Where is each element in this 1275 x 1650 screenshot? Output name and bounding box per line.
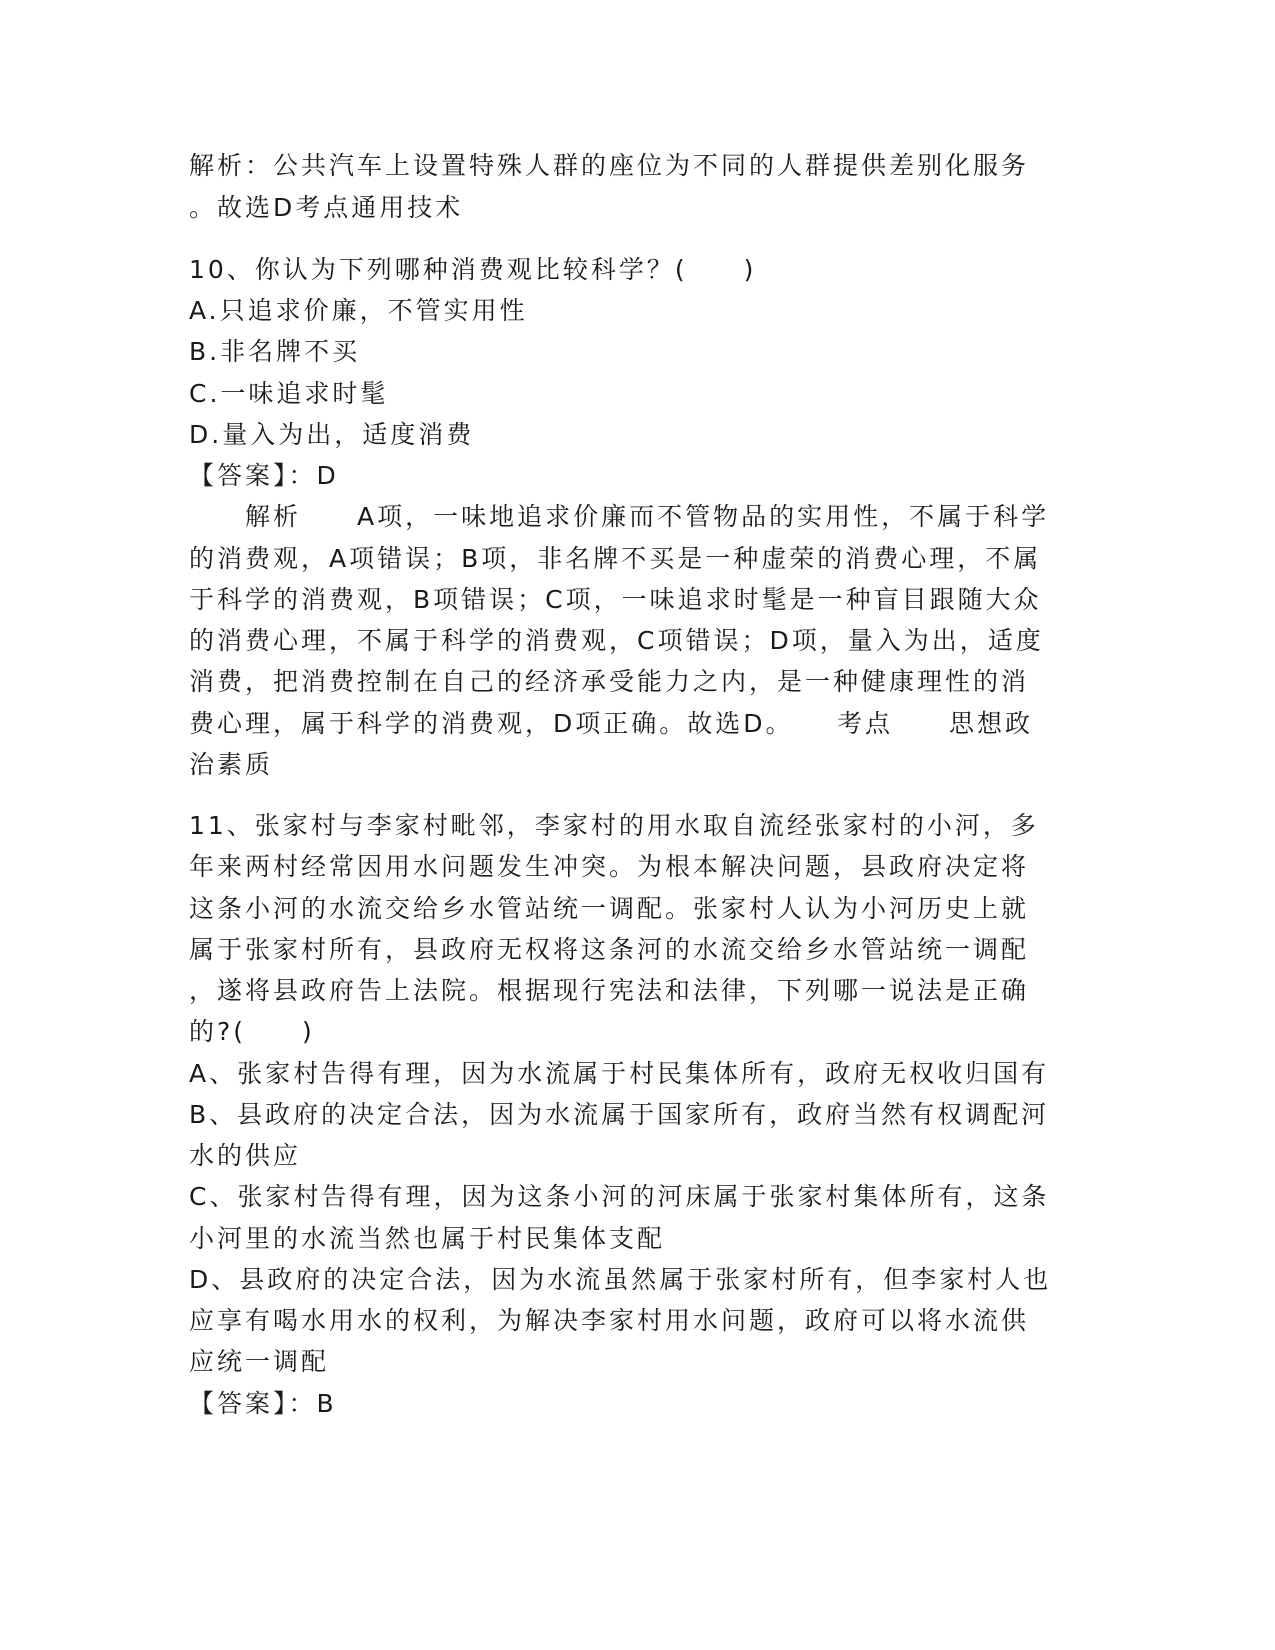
question-10-analysis: 于科学的消费观，B项错误；C项，一味追求时髦是一种盲目跟随大众: [189, 585, 1042, 614]
text-line: 。故选D考点通用技术: [189, 193, 464, 222]
question-11-option-d: D、县政府的决定合法，因为水流虽然属于张家村所有，但李家村人也: [189, 1265, 1052, 1294]
question-11-option-d: 应统一调配: [189, 1347, 330, 1376]
question-11-option-c: 小河里的水流当然也属于村民集体支配: [189, 1224, 666, 1253]
question-10-stem: 10、你认为下列哪种消费观比较科学？( ): [189, 255, 757, 284]
question-11-answer: 【答案】：B: [189, 1389, 337, 1418]
question-11-stem: ，遂将县政府告上法院。根据现行宪法和法律，下列哪一说法是正确: [189, 976, 1030, 1005]
question-11-stem: 年来两村经常因用水问题发生冲突。为根本解决问题，县政府决定将: [189, 852, 1030, 881]
question-10-option-a: A.只追求价廉，不管实用性: [189, 296, 528, 325]
question-11-option-d: 应享有喝水用水的权利，为解决李家村用水问题，政府可以将水流供: [189, 1306, 1030, 1335]
question-11-option-b: 水的供应: [189, 1141, 302, 1170]
question-10-option-b: B.非名牌不买: [189, 337, 361, 366]
question-10-answer: 【答案】：D: [189, 461, 339, 490]
question-10-analysis: 解析 A项，一味地追求价廉而不管物品的实用性，不属于科学: [189, 502, 1050, 531]
question-10-option-c: C.一味追求时髦: [189, 379, 389, 408]
question-10-analysis: 消费，把消费控制在自己的经济承受能力之内，是一种健康理性的消: [189, 667, 1030, 696]
question-11-stem: 这条小河的水流交给乡水管站统一调配。张家村人认为小河历史上就: [189, 894, 1030, 923]
question-11-option-a: A、张家村告得有理，因为水流属于村民集体所有，政府无权收归国有: [189, 1059, 1050, 1088]
question-10-analysis: 费心理，属于科学的消费观，D项正确。故选D。 考点 思想政: [189, 709, 1034, 738]
question-11-option-c: C、张家村告得有理，因为这条小河的河床属于张家村集体所有，这条: [189, 1182, 1050, 1211]
text-line: 解析：公共汽车上设置特殊人群的座位为不同的人群提供差别化服务: [189, 151, 1030, 180]
question-10-analysis: 治素质: [189, 750, 274, 779]
question-10-analysis: 的消费心理，不属于科学的消费观，C项错误；D项，量入为出，适度: [189, 626, 1044, 655]
question-11-stem: 的?( ): [189, 1017, 315, 1046]
question-10-analysis: 的消费观，A项错误；B项，非名牌不买是一种虚荣的消费心理，不属: [189, 544, 1042, 573]
question-11-stem: 11、张家村与李家村毗邻，李家村的用水取自流经张家村的小河，多: [189, 811, 1039, 840]
question-10-option-d: D.量入为出，适度消费: [189, 420, 475, 449]
question-11-stem: 属于张家村所有，县政府无权将这条河的水流交给乡水管站统一调配: [189, 935, 1030, 964]
question-11-option-b: B、县政府的决定合法，因为水流属于国家所有，政府当然有权调配河: [189, 1100, 1050, 1129]
